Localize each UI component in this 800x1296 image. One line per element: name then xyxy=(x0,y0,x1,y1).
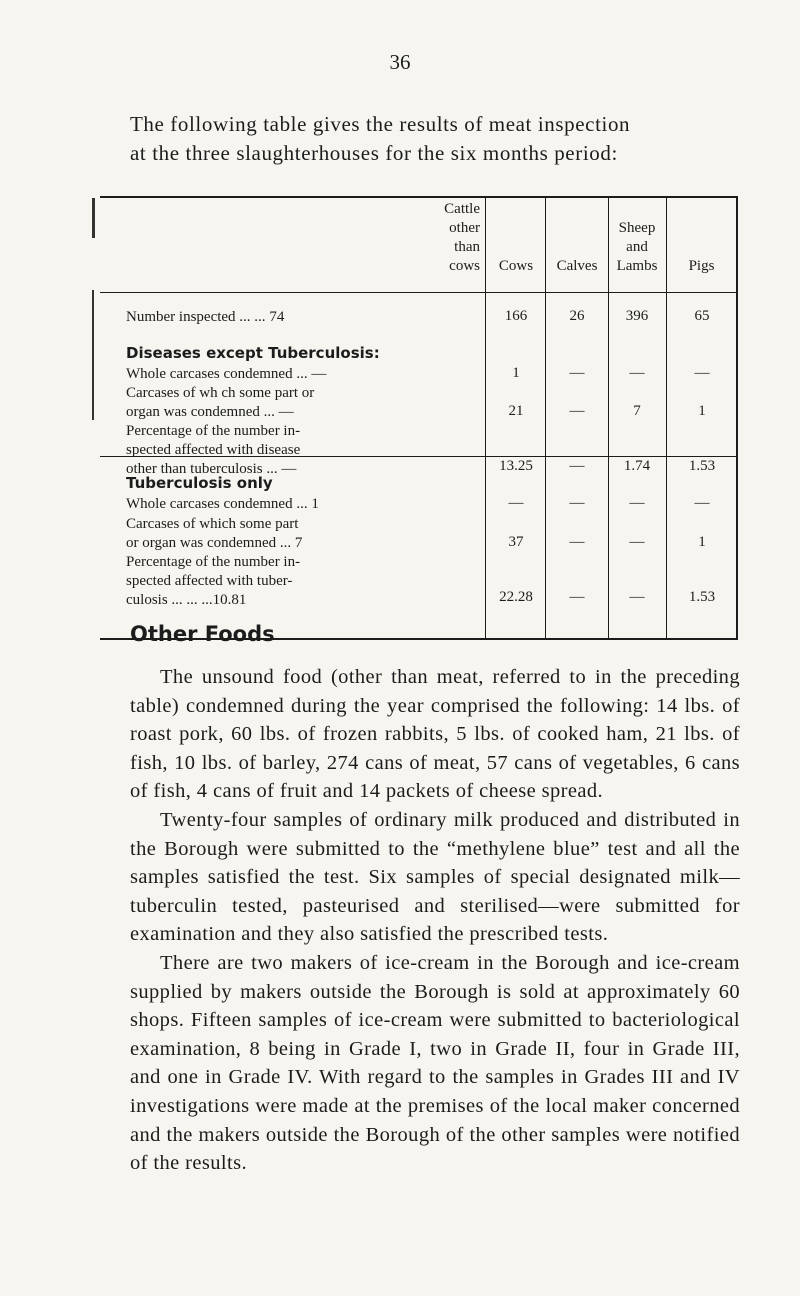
value-calves: — xyxy=(569,403,585,419)
header-cattle: Cattle other than cows xyxy=(444,201,480,274)
value-cows: — xyxy=(508,495,524,511)
intro-text xyxy=(130,110,740,168)
margin-mark xyxy=(92,198,95,238)
header-cows: Cows xyxy=(498,258,534,274)
value-calves: — xyxy=(569,534,585,550)
meat-inspection-table xyxy=(100,196,738,640)
row-label: Whole carcases condemned ... 1 xyxy=(126,496,319,512)
value-pigs: — xyxy=(694,365,710,381)
value-sheep: — xyxy=(629,589,645,605)
value-cows: 1 xyxy=(512,365,520,381)
value-calves: — xyxy=(569,365,585,381)
value-sheep: 7 xyxy=(633,403,641,419)
other-foods-body xyxy=(130,663,740,1178)
other-foods-heading: Other Foods xyxy=(130,622,275,646)
row-divider xyxy=(100,292,736,293)
value-pigs: 1 xyxy=(698,534,706,550)
section-title-diseases: Diseases except Tuberculosis: xyxy=(126,344,380,362)
value-pigs: 1.53 xyxy=(688,458,716,474)
row-label-number-inspected: Number inspected ... ... 74 xyxy=(126,309,285,325)
value-cows: 13.25 xyxy=(499,458,533,474)
value-sheep: 1.74 xyxy=(623,458,651,474)
value-sheep: — xyxy=(629,495,645,511)
value-pigs: 1 xyxy=(698,403,706,419)
value-cows: 22.28 xyxy=(499,589,533,605)
value-pigs: 65 xyxy=(694,308,710,324)
intro-line-2: at the three slaughterhouses for the six months period: xyxy=(130,141,618,165)
value-calves: — xyxy=(569,495,585,511)
value-cows: 21 xyxy=(508,403,524,419)
header-pigs: Pigs xyxy=(688,258,715,274)
paragraph: The unsound food (other than meat, referred to in the preceding table) condemned during the year comprised the following: 14 lbs. of roast pork, 60 lbs. of frozen rabbits, 5 lbs. of cooked ham, 21 lbs. of fish, 10 lbs. of barley, 274 cans of meat, 57 cans of vegetables, 6 cans of fish, 4 cans of fruit and 14 packets of cheese spread. xyxy=(130,666,740,803)
page-number: 36 xyxy=(389,50,411,74)
paragraph: There are two makers of ice-cream in the Borough and ice-cream supplied by makers outside the Borough is sold at approximately 60 shops. Fifteen samples of ice-cream were submitted to bacteriological examination, 8 being in Grade I, two in Grade II, four in Grade III, and one in Grade IV. With regard to the samples in Grades III and IV investigations were made at the premises of the local maker concerned and the makers outside the Borough of the other samples were notified of the results. xyxy=(130,951,740,1175)
value-cows: 37 xyxy=(508,534,524,550)
header-sheep-lambs: Sheep and Lambs xyxy=(616,220,658,274)
section-title-tuberculosis: Tuberculosis only xyxy=(126,474,273,492)
value-cows: 166 xyxy=(504,308,528,324)
margin-mark xyxy=(92,290,94,420)
row-label: Percentage of the number in- spected affected with disease other than tuberculosis ... — xyxy=(126,423,301,477)
row-label: Whole carcases condemned ... — xyxy=(126,366,327,382)
intro-line-1: The following table gives the results of meat inspection xyxy=(130,112,631,136)
value-pigs: — xyxy=(694,495,710,511)
value-sheep: — xyxy=(629,365,645,381)
row-label: Carcases of which some part or organ was condemned ... 7 xyxy=(126,516,303,551)
value-pigs: 1.53 xyxy=(688,589,716,605)
value-calves: — xyxy=(569,589,585,605)
row-label: Carcases of wh ch some part or organ was condemned ... — xyxy=(126,385,315,420)
value-calves: — xyxy=(569,458,585,474)
header-calves: Calves xyxy=(556,258,598,274)
value-calves: 26 xyxy=(569,308,585,324)
paragraph: Twenty-four samples of ordinary milk produced and distributed in the Borough were submitted to the “methylene blue” test and all the samples satisfied the test. Six samples of special designated milk—tuberculin tested, pasteurised and sterilised—were submitted for examination and they also satisfied the prescribed tests. xyxy=(130,808,740,946)
row-label: Percentage of the number in- spected affected with tuber- culosis ... ... ...10.81 xyxy=(126,554,301,608)
value-sheep: — xyxy=(629,534,645,550)
value-sheep: 396 xyxy=(625,308,649,324)
